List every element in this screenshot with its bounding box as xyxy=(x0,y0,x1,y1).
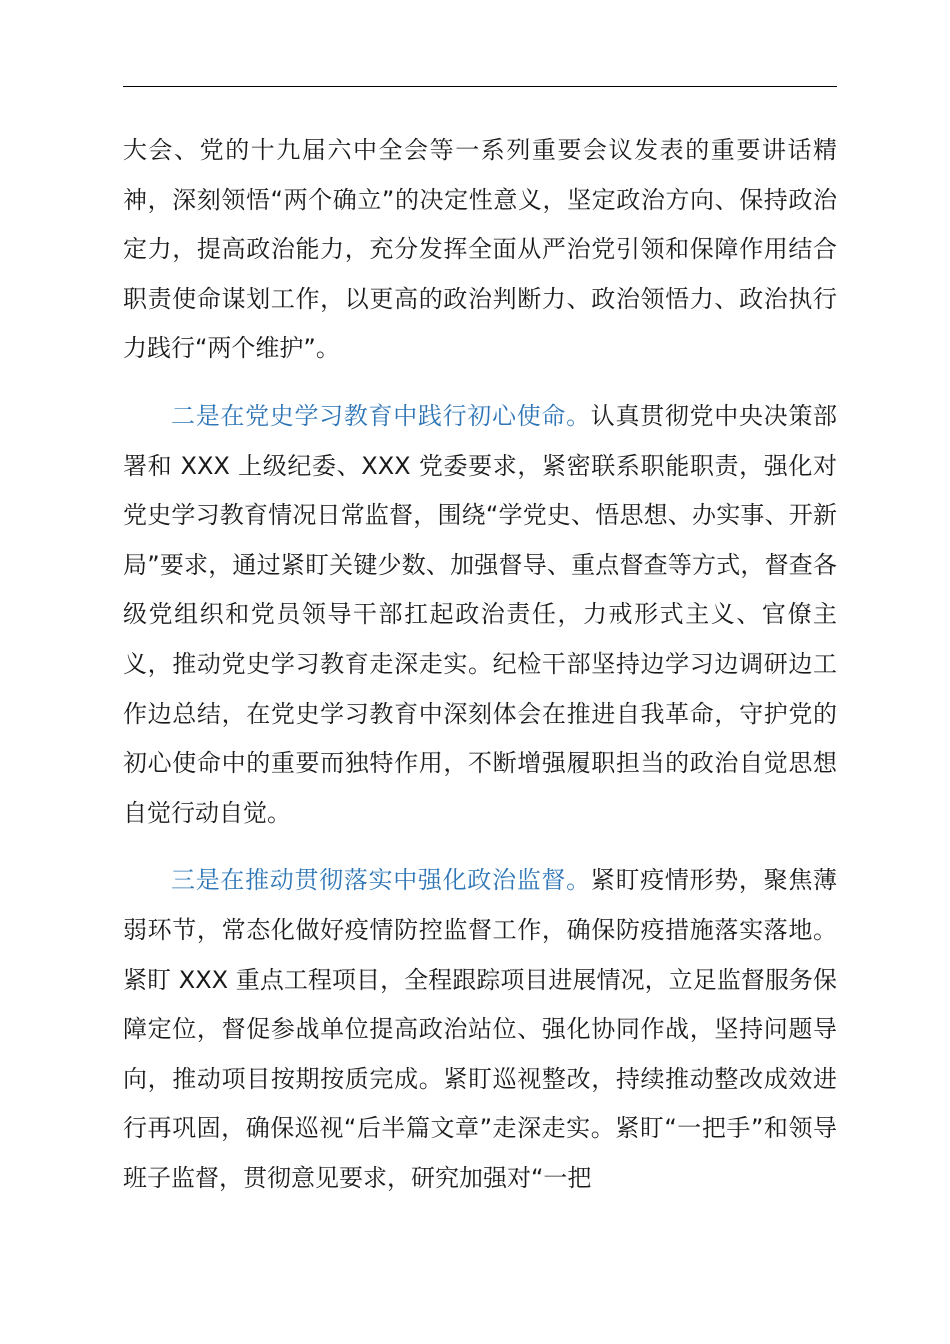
paragraph-text: 大会、党的十九届六中全会等一系列重要会议发表的重要讲话精神，深刻领悟“两个确立”的决定性意义，坚定政治方向、保持政治定力，提高政治能力，充分发挥全面从严治党引领和保障作用结合职责使命谋划工作，以更高的政治判断力、政治领悟力、政治执行力践行“两个维护”。 xyxy=(123,136,837,363)
paragraph-text: 紧盯疫情形势，聚焦薄弱环节，常态化做好疫情防控监督工作，确保防疫措施落实落地。紧盯 XXX 重点工程项目，全程跟踪项目进展情况，立足监督服务保障定位，督促参战单位提高政治站位、强化协同作战，坚持问题导向，推动项目按期按质完成。紧盯巡视整改，持续推动整改成效进行再巩固，确保巡视“后半篇文章”走深走实。紧盯“一把手”和领导班子监督，贯彻意见要求，研究加强对“一把 xyxy=(123,866,838,1192)
paragraph-text: 认真贯彻党中央决策部署和 XXX 上级纪委、XXX 党委要求，紧密联系职能职责，强化对党史学习教育情况日常监督，围绕“学党史、悟思想、办实事、开新局”要求，通过紧盯关键少数、加强督导、重点督查等方式，督查各级党组织和党员领导干部扛起政治责任，力戒形式主义、官僚主义，推动党史学习教育走深走实。纪检干部坚持边学习边调研边工作边总结，在党史学习教育中深刻体会在推进自我革命，守护党的初心使命中的重要而独特作用，不断增强履职担当的政治自觉思想自觉行动自觉。 xyxy=(123,401,838,827)
paragraph-political-supervision xyxy=(123,856,837,1203)
paragraph-continuation xyxy=(123,126,837,374)
paragraph-party-history-education xyxy=(123,392,837,838)
paragraph-heading: 三是在推动贯彻落实中强化政治监督。 xyxy=(171,866,591,895)
header-rule xyxy=(123,86,837,87)
paragraph-heading: 二是在党史学习教育中践行初心使命。 xyxy=(171,401,591,430)
document-body xyxy=(123,126,837,1203)
